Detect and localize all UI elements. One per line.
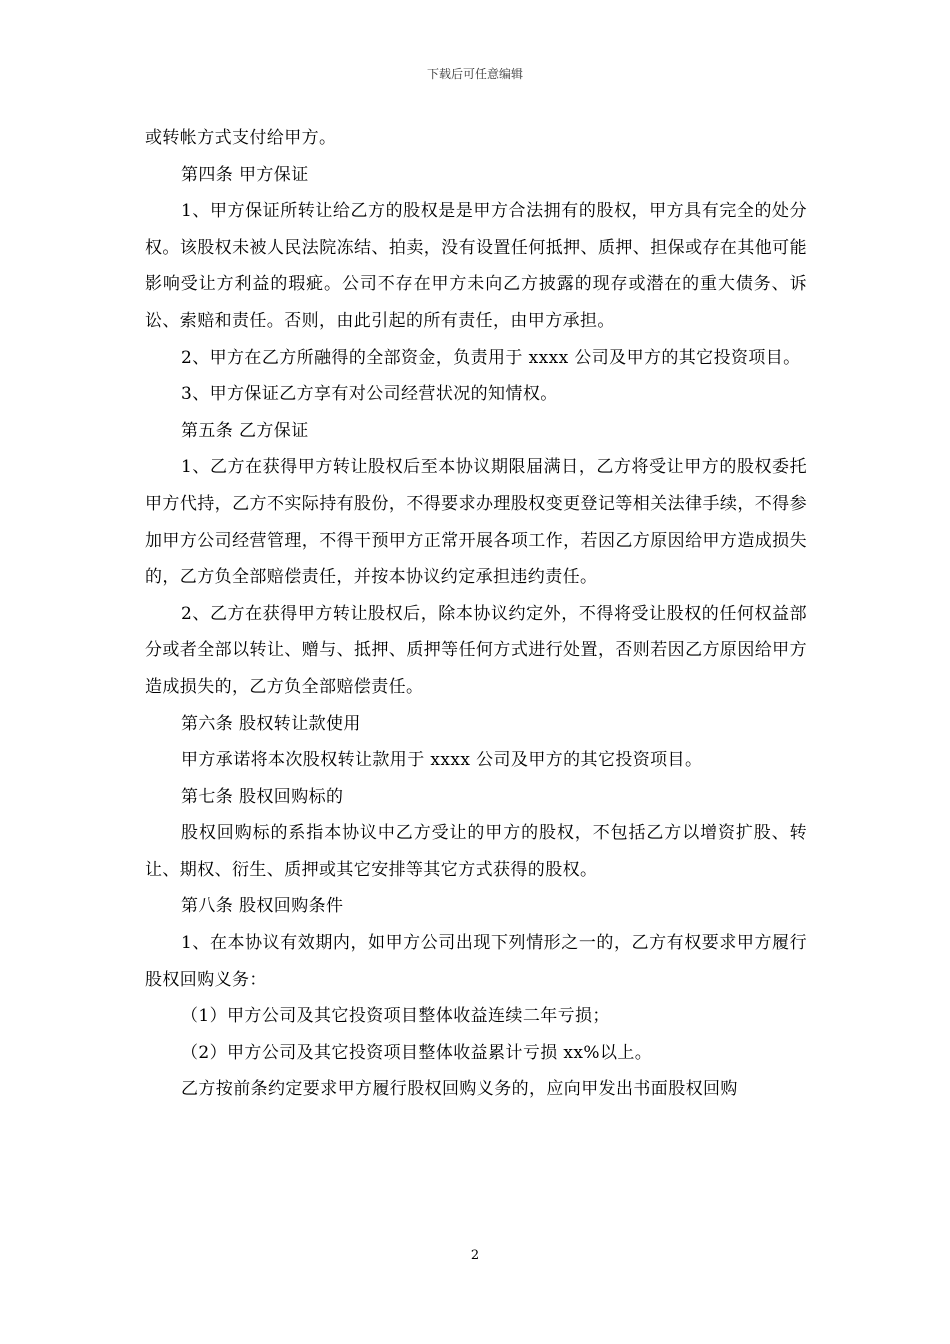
paragraph: 乙方按前条约定要求甲方履行股权回购义务的，应向甲发出书面股权回购 — [181, 1079, 738, 1100]
paragraph: 或转帐方式支付给甲方。 — [145, 128, 337, 148]
section-heading: 第四条 甲方保证 — [181, 164, 309, 185]
list-item: （1）甲方公司及其它投资项目整体收益连续二年亏损； — [181, 1006, 610, 1027]
section-heading: 第五条 乙方保证 — [181, 420, 309, 441]
section-heading: 第七条 股权回购标的 — [181, 786, 344, 807]
page-number: 2 — [470, 1248, 480, 1263]
paragraph: 1、甲方保证所转让给乙方的股权是是甲方合法拥有的股权，甲方具有完全的处分权。该股权未被人民法院冻结、拍卖，没有设置任何抵押、质押、担保或存在其他可能影响受让方利益的瑕疵。公司不存在甲方未向乙方披露的现存或潜在的重大债务、诉讼、索赔和责任。否则，由此引起的所有责任，由甲方承担。 — [145, 201, 807, 331]
paragraph: 1、乙方在获得甲方转让股权后至本协议期限届满日，乙方将受让甲方的股权委托甲方代持，乙方不实际持有股份，不得要求办理股权变更登记等相关法律手续，不得参加甲方公司经营管理，不得干预甲方正常开展各项工作，若因乙方原因给甲方造成损失的，乙方负全部赔偿责任，并按本协议约定承担违约责任。 — [145, 457, 807, 588]
paragraph: 股权回购标的系指本协议中乙方受让的甲方的股权，不包括乙方以增资扩股、转让、期权、衍生、质押或其它安排等其它方式获得的股权。 — [145, 823, 807, 880]
paragraph: 2、乙方在获得甲方转让股权后，除本协议约定外，不得将受让股权的任何权益部分或者全部以转让、赠与、抵押、质押等任何方式进行处置，否则若因乙方原因给甲方造成损失的，乙方负全部赔偿责任。 — [145, 603, 807, 697]
page-header: 下载后可任意编辑 — [426, 67, 523, 81]
section-heading: 第八条 股权回购条件 — [181, 896, 344, 917]
paragraph: 3、甲方保证乙方享有对公司经营状况的知情权。 — [181, 384, 558, 405]
list-item: （2）甲方公司及其它投资项目整体收益累计亏损 xx%以上。 — [181, 1042, 653, 1063]
paragraph: 2、甲方在乙方所融得的全部资金，负责用于 xxxx 公司及甲方的其它投资项目。 — [181, 347, 801, 368]
document-body — [145, 120, 807, 1108]
section-heading: 第六条 股权转让款使用 — [181, 713, 361, 734]
paragraph: 甲方承诺将本次股权转让款用于 xxxx 公司及甲方的其它投资项目。 — [181, 750, 703, 771]
paragraph: 1、在本协议有效期内，如甲方公司出现下列情形之一的，乙方有权要求甲方履行股权回购义务： — [145, 933, 807, 990]
